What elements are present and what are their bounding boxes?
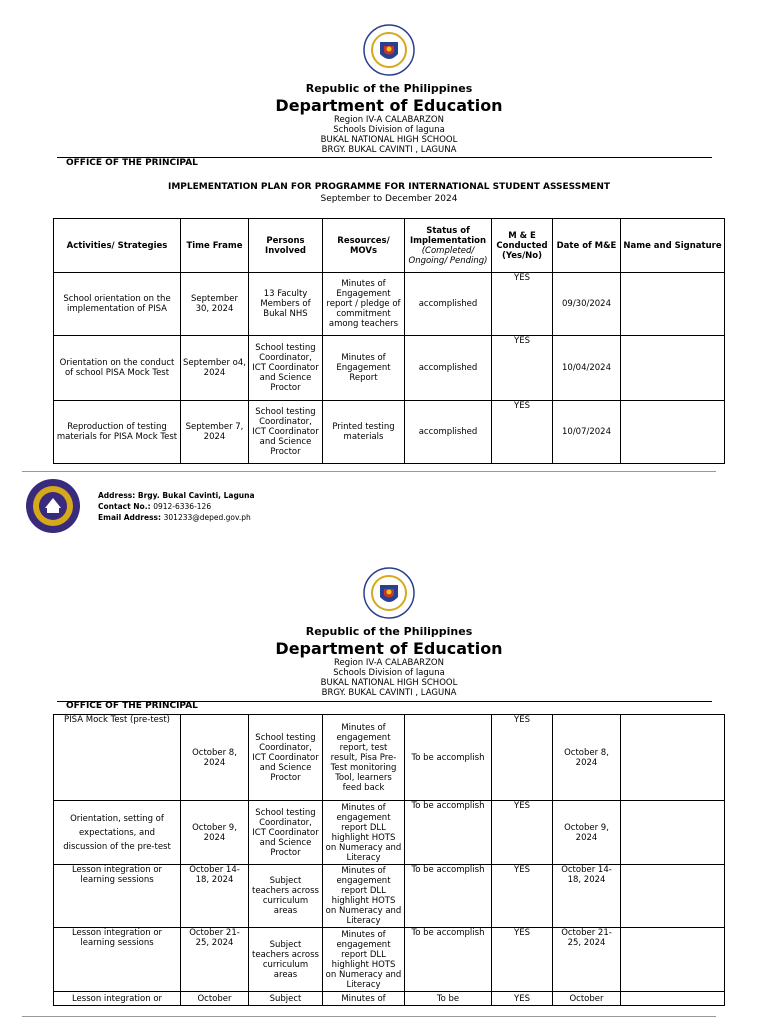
date-cell: October 9, 2024: [553, 801, 621, 865]
column-header: [405, 219, 492, 273]
status-cell: To be: [405, 992, 492, 1006]
activity-cell: Orientation on the conduct of school PISA Mock Test: [54, 336, 181, 401]
division-text: Schools Division of laguna: [333, 668, 445, 678]
email-value: 301233@deped.gov.ph: [163, 513, 251, 522]
school-logo-icon: [25, 478, 81, 534]
time-cell: October 8, 2024: [181, 715, 249, 801]
table-row: [54, 336, 725, 401]
column-header: Name and Signature: [621, 219, 725, 273]
resources-cell: Printed testing materials: [323, 401, 405, 464]
resources-cell: Minutes of Engagement Report: [323, 336, 405, 401]
activity-cell: Lesson integration or: [54, 992, 181, 1006]
time-cell: October 14-18, 2024: [181, 865, 249, 928]
column-header: Resources/ MOVs: [323, 219, 405, 273]
column-header: M & E Conducted (Yes/No): [492, 219, 553, 273]
status-cell: accomplished: [405, 401, 492, 464]
division-text: Schools Division of laguna: [333, 125, 445, 135]
persons-cell: 13 Faculty Members of Bukal NHS: [249, 273, 323, 336]
contact-value: 0912-6336-126: [153, 502, 212, 511]
date-cell: 09/30/2024: [553, 273, 621, 336]
signature-cell: [621, 336, 725, 401]
status-header-text: Status of Implementation: [409, 225, 487, 246]
me-cell: YES: [492, 801, 553, 865]
activity-cell: Lesson integration or learning sessions: [54, 928, 181, 992]
activity-cell: Lesson integration or learning sessions: [54, 865, 181, 928]
implementation-plan-table-continued: [53, 714, 725, 1006]
persons-cell: Subject: [249, 992, 323, 1006]
signature-cell: [621, 928, 725, 992]
republic-heading: Republic of the Philippines: [305, 82, 473, 95]
signature-cell: [621, 992, 725, 1006]
footer-address: [98, 490, 255, 523]
department-heading: Department of Education: [275, 96, 503, 115]
office-label: OFFICE OF THE PRINCIPAL: [66, 701, 198, 711]
me-cell: YES: [492, 992, 553, 1006]
date-cell: October 14-18, 2024: [553, 865, 621, 928]
status-cell: To be accomplish: [405, 801, 492, 865]
plan-period: September to December 2024: [320, 194, 458, 204]
date-cell: 10/07/2024: [553, 401, 621, 464]
footer-divider: [22, 471, 716, 472]
table-row: [54, 801, 725, 865]
resources-cell: Minutes of engagement report DLL highlight HOTS on Numeracy and Literacy: [323, 928, 405, 992]
activity-cell: Reproduction of testing materials for PISA Mock Test: [54, 401, 181, 464]
email-label: Email Address:: [98, 513, 162, 522]
time-cell: October: [181, 992, 249, 1006]
school-address-text: BRGY. BUKAL CAVINTI , LAGUNA: [321, 145, 457, 155]
table-row: [54, 715, 725, 801]
address-value: Brgy. Bukal Cavinti, Laguna: [137, 491, 255, 500]
signature-cell: [621, 273, 725, 336]
time-cell: October 9, 2024: [181, 801, 249, 865]
persons-cell: Subject teachers across curriculum areas: [249, 928, 323, 992]
activity-cell: School orientation on the implementation of PISA: [54, 273, 181, 336]
school-name-text: BUKAL NATIONAL HIGH SCHOOL: [320, 678, 458, 688]
status-cell: accomplished: [405, 273, 492, 336]
contact-label: Contact No.:: [98, 502, 151, 511]
persons-cell: Subject teachers across curriculum areas: [249, 865, 323, 928]
signature-cell: [621, 865, 725, 928]
column-header: Time Frame: [181, 219, 249, 273]
resources-cell: Minutes of: [323, 992, 405, 1006]
region-text: Region IV-A CALABARZON: [334, 658, 444, 668]
region-text: Region IV-A CALABARZON: [334, 115, 444, 125]
signature-cell: [621, 715, 725, 801]
resources-cell: Minutes of engagement report, test result, Pisa Pre-Test monitoring Tool, learners feed back: [323, 715, 405, 801]
resources-cell: Minutes of Engagement report / pledge of commitment among teachers: [323, 273, 405, 336]
plan-title: IMPLEMENTATION PLAN FOR PROGRAMME FOR INTERNATIONAL STUDENT ASSESSMENT: [167, 182, 611, 192]
deped-seal-icon: [363, 24, 415, 76]
me-cell: YES: [492, 273, 553, 336]
time-cell: October 21-25, 2024: [181, 928, 249, 992]
table-header-row: [54, 219, 725, 273]
me-cell: YES: [492, 865, 553, 928]
footer-contact-line: [98, 501, 255, 512]
status-cell: To be accomplish: [405, 715, 492, 801]
column-header: Persons Involved: [249, 219, 323, 273]
me-cell: YES: [492, 336, 553, 401]
footer-divider: [22, 1016, 716, 1017]
column-header: Date of M&E: [553, 219, 621, 273]
resources-cell: Minutes of engagement report DLL highlight HOTS on Numeracy and Literacy: [323, 865, 405, 928]
signature-cell: [621, 401, 725, 464]
date-cell: 10/04/2024: [553, 336, 621, 401]
persons-cell: School testing Coordinator, ICT Coordinator and Science Proctor: [249, 401, 323, 464]
signature-cell: [621, 801, 725, 865]
address-label: Address:: [98, 491, 136, 500]
republic-heading: Republic of the Philippines: [305, 625, 473, 638]
deped-seal-icon: [363, 567, 415, 619]
activity-cell: Orientation, setting of expectations, and discussion of the pre-test: [54, 801, 181, 865]
office-label: OFFICE OF THE PRINCIPAL: [66, 158, 198, 168]
column-header: Activities/ Strategies: [54, 219, 181, 273]
persons-cell: School testing Coordinator, ICT Coordinator and Science Proctor: [249, 801, 323, 865]
resources-cell: Minutes of engagement report DLL highlight HOTS on Numeracy and Literacy: [323, 801, 405, 865]
school-address-text: BRGY. BUKAL CAVINTI , LAGUNA: [321, 688, 457, 698]
me-cell: YES: [492, 928, 553, 992]
date-cell: October 8, 2024: [553, 715, 621, 801]
department-heading: Department of Education: [275, 639, 503, 658]
activity-cell: PISA Mock Test (pre-test): [54, 715, 181, 801]
table-row: [54, 865, 725, 928]
persons-cell: School testing Coordinator, ICT Coordinator and Science Proctor: [249, 336, 323, 401]
document-page-2: [0, 545, 768, 1024]
date-cell: October 21-25, 2024: [553, 928, 621, 992]
me-cell: YES: [492, 401, 553, 464]
time-cell: September o4, 2024: [181, 336, 249, 401]
school-name-text: BUKAL NATIONAL HIGH SCHOOL: [320, 135, 458, 145]
time-cell: September 7, 2024: [181, 401, 249, 464]
time-cell: September 30, 2024: [181, 273, 249, 336]
table-row: [54, 273, 725, 336]
persons-cell: School testing Coordinator, ICT Coordinator and Science Proctor: [249, 715, 323, 801]
footer-address-line: [98, 490, 255, 501]
status-header-note: (Completed/ Ongoing/ Pending): [408, 245, 488, 266]
table-row: [54, 992, 725, 1006]
me-cell: YES: [492, 715, 553, 801]
footer-email-line: [98, 512, 255, 523]
table-row: [54, 928, 725, 992]
status-cell: To be accomplish: [405, 928, 492, 992]
date-cell: October: [553, 992, 621, 1006]
status-cell: accomplished: [405, 336, 492, 401]
table-row: [54, 401, 725, 464]
implementation-plan-table: [53, 218, 725, 464]
status-cell: To be accomplish: [405, 865, 492, 928]
